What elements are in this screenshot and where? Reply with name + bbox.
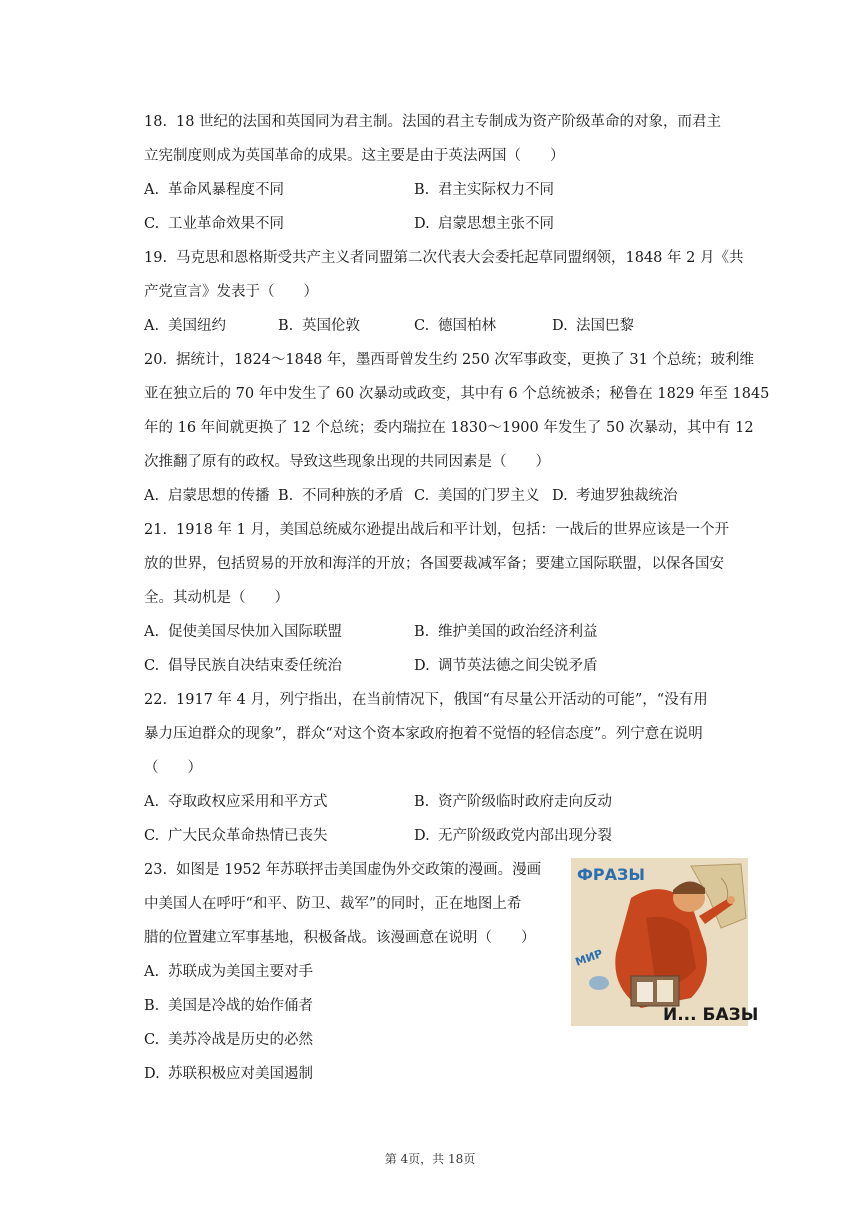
option-text: 美国的门罗主义 — [438, 488, 540, 504]
option-22-b[interactable] — [414, 792, 612, 812]
option-letter: A. — [144, 488, 160, 504]
option-text: 英国伦敦 — [302, 318, 360, 334]
option-letter: D. — [414, 658, 430, 674]
question-20-line-4: 次推翻了原有的政权。导致这些现象出现的共同因素是（ ） — [144, 454, 550, 470]
option-text: 工业革命效果不同 — [168, 216, 284, 232]
soviet-cartoon-image — [571, 858, 759, 1026]
option-18-b[interactable] — [414, 180, 554, 200]
page-footer: 第 4页，共 18页 — [384, 1152, 476, 1166]
question-20-line-1 — [144, 350, 754, 370]
option-text: 夺取政权应采用和平方式 — [168, 794, 328, 810]
option-letter: A. — [144, 794, 160, 810]
option-text: 美苏冷战是历史的必然 — [168, 1032, 313, 1048]
option-letter: D. — [144, 1066, 160, 1082]
question-21-line-3: 全。其动机是（ ） — [144, 590, 289, 606]
option-letter: A. — [144, 182, 160, 198]
question-21-line-1 — [144, 520, 729, 540]
option-text: 苏联积极应对美国遏制 — [168, 1066, 313, 1082]
option-letter: D. — [552, 318, 568, 334]
option-letter: C. — [144, 1032, 160, 1048]
question-18-line-1 — [144, 112, 721, 132]
option-letter: A. — [144, 624, 160, 640]
option-text: 考迪罗独裁统治 — [576, 488, 678, 504]
question-number: 22. — [144, 692, 168, 708]
option-23-b[interactable] — [144, 996, 313, 1016]
option-23-c[interactable] — [144, 1030, 313, 1050]
option-text: 美国是冷战的始作俑者 — [168, 998, 313, 1014]
option-letter: A. — [144, 318, 160, 334]
question-22-line-1 — [144, 690, 708, 710]
question-text: 如图是 1952 年苏联抨击美国虚伪外交政策的漫画。漫画 — [176, 862, 542, 878]
option-text: 启蒙思想主张不同 — [438, 216, 554, 232]
option-letter: C. — [144, 658, 160, 674]
option-letter: B. — [144, 998, 160, 1014]
question-number: 18. — [144, 114, 168, 130]
option-letter: D. — [414, 828, 430, 844]
option-letter: C. — [144, 216, 160, 232]
option-letter: B. — [414, 624, 430, 640]
option-21-c[interactable] — [144, 656, 342, 676]
option-text: 广大民众革命热情已丧失 — [168, 828, 328, 844]
question-text: 马克思和恩格斯受共产主义者同盟第二次代表大会委托起草同盟纲领，1848 年 2 月《共 — [176, 250, 744, 266]
option-21-d[interactable] — [414, 656, 598, 676]
option-text: 君主实际权力不同 — [438, 182, 554, 198]
option-text: 法国巴黎 — [576, 318, 634, 334]
option-19-c[interactable] — [414, 316, 496, 336]
cartoon-illustration — [571, 858, 759, 1026]
question-22-line-2: 暴力压迫群众的现象”，群众“对这个资本家政府抱着不觉悟的轻信态度”。列宁意在说明 — [144, 726, 703, 742]
option-20-d[interactable] — [552, 486, 678, 506]
option-21-a[interactable] — [144, 622, 342, 642]
option-letter: C. — [414, 318, 430, 334]
option-20-a[interactable] — [144, 486, 270, 506]
question-18-line-2: 立宪制度则成为英国革命的成果。这主要是由于英法两国（ ） — [144, 148, 565, 164]
option-18-c[interactable] — [144, 214, 284, 234]
question-20-line-2: 亚在独立后的 70 年中发生了 60 次暴动或政变，其中有 6 个总统被杀；秘鲁在 1829 年至 1845 — [144, 386, 770, 402]
option-text: 不同种族的矛盾 — [302, 488, 404, 504]
option-letter: B. — [414, 794, 430, 810]
question-number: 21. — [144, 522, 168, 538]
question-20-line-3: 年的 16 年间就更换了 12 个总统；委内瑞拉在 1830～1900 年发生了 50 次暴动，其中有 12 — [144, 420, 754, 436]
option-18-a[interactable] — [144, 180, 284, 200]
cartoon-top-text: ФРАЗЫ — [577, 865, 645, 884]
cartoon-bottom-text: И... БАЗЫ — [663, 1005, 759, 1025]
option-letter: D. — [552, 488, 568, 504]
option-22-d[interactable] — [414, 826, 612, 846]
option-19-b[interactable] — [278, 316, 360, 336]
option-22-c[interactable] — [144, 826, 328, 846]
option-18-d[interactable] — [414, 214, 554, 234]
question-text: 据统计，1824～1848 年，墨西哥曾发生约 250 次军事政变，更换了 31 个总统；玻利维 — [176, 352, 754, 368]
option-21-b[interactable] — [414, 622, 598, 642]
option-20-b[interactable] — [278, 486, 404, 506]
option-23-d[interactable] — [144, 1064, 313, 1084]
question-23-line-1 — [144, 860, 541, 880]
question-19-line-2: 产党宣言》发表于（ ） — [144, 284, 318, 300]
question-21-line-2: 放的世界，包括贸易的开放和海洋的开放；各国要裁减军备；要建立国际联盟，以保各国安 — [144, 556, 724, 572]
option-text: 启蒙思想的传播 — [168, 488, 270, 504]
option-23-a[interactable] — [144, 962, 313, 982]
option-19-a[interactable] — [144, 316, 226, 336]
option-letter: B. — [278, 318, 294, 334]
option-text: 倡导民族自决结束委任统治 — [168, 658, 342, 674]
option-text: 资产阶级临时政府走向反动 — [438, 794, 612, 810]
question-19-line-1 — [144, 248, 743, 268]
option-letter: B. — [414, 182, 430, 198]
option-letter: C. — [144, 828, 160, 844]
option-letter: C. — [414, 488, 430, 504]
option-text: 促使美国尽快加入国际联盟 — [168, 624, 342, 640]
option-text: 调节英法德之间尖锐矛盾 — [438, 658, 598, 674]
question-22-line-3: （ ） — [144, 760, 202, 776]
option-text: 德国柏林 — [438, 318, 496, 334]
option-text: 革命风暴程度不同 — [168, 182, 284, 198]
option-letter: D. — [414, 216, 430, 232]
question-number: 20. — [144, 352, 168, 368]
option-text: 维护美国的政治经济利益 — [438, 624, 598, 640]
question-text: 1918 年 1 月，美国总统威尔逊提出战后和平计划，包括：一战后的世界应该是一个开 — [176, 522, 729, 538]
cartoon-side-text: МИР — [573, 946, 605, 969]
option-text: 无产阶级政党内部出现分裂 — [438, 828, 612, 844]
question-text: 1917 年 4 月，列宁指出，在当前情况下，俄国“有尽量公开活动的可能”，“没有用 — [176, 692, 708, 708]
question-number: 19. — [144, 250, 168, 266]
question-number: 23. — [144, 862, 168, 878]
option-letter: B. — [278, 488, 294, 504]
question-23-line-3: 腊的位置建立军事基地，积极备战。该漫画意在说明（ ） — [144, 930, 536, 946]
question-23-line-2: 中美国人在呼吁“和平、防卫、裁军”的同时，正在地图上希 — [144, 896, 522, 912]
option-22-a[interactable] — [144, 792, 328, 812]
option-19-d[interactable] — [552, 316, 634, 336]
option-text: 苏联成为美国主要对手 — [168, 964, 313, 980]
option-20-c[interactable] — [414, 486, 540, 506]
question-text: 18 世纪的法国和英国同为君主制。法国的君主专制成为资产阶级革命的对象，而君主 — [176, 114, 722, 130]
option-text: 美国纽约 — [168, 318, 226, 334]
option-letter: A. — [144, 964, 160, 980]
